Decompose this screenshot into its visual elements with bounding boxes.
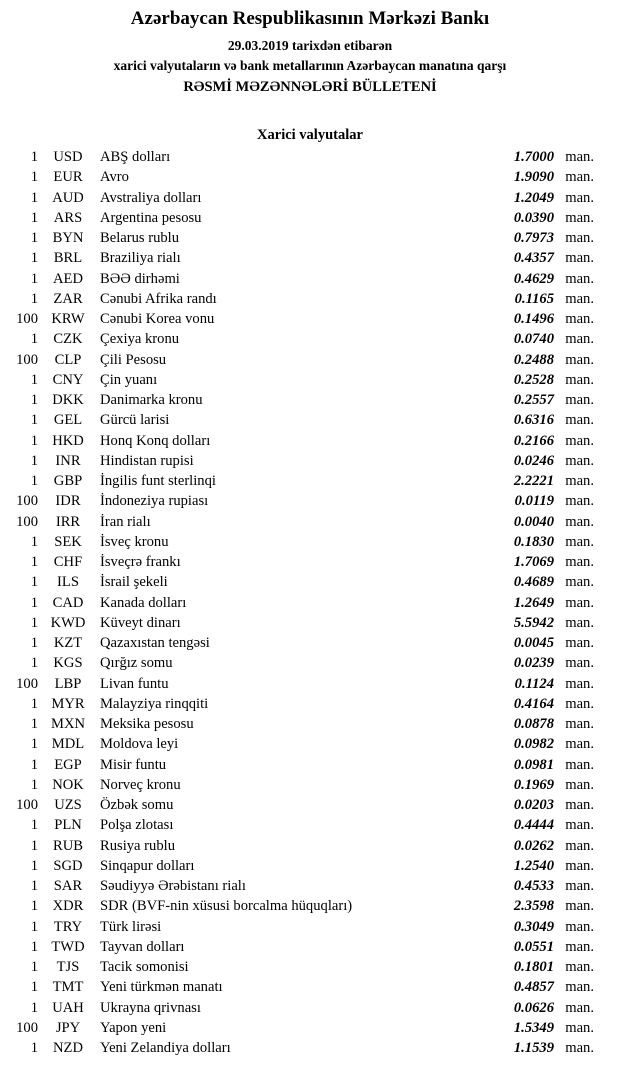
rate-name: Yapon yeni	[100, 1019, 167, 1036]
rate-row	[0, 410, 620, 430]
rate-unit: man.	[565, 857, 594, 874]
rate-unit: man.	[565, 736, 594, 753]
rate-qty: 1	[30, 149, 38, 165]
rate-value: 0.2166	[513, 432, 554, 449]
rate-name: Cənubi Korea vonu	[100, 311, 215, 327]
rate-qty: 1	[30, 473, 38, 489]
rate-unit: man.	[565, 533, 594, 550]
rate-code: EUR	[53, 169, 83, 186]
rate-qty: 1	[30, 412, 38, 429]
rate-qty: 100	[16, 797, 38, 813]
rate-name: Küveyt dinarı	[100, 614, 181, 631]
rate-value: 0.4629	[513, 270, 554, 287]
rate-qty: 1	[30, 837, 38, 854]
rate-value: 0.0740	[513, 331, 554, 348]
rate-qty: 1	[30, 574, 38, 591]
rate-name: Tacik somonisi	[100, 959, 189, 975]
rate-code: KZT	[53, 635, 83, 651]
rate-row	[0, 734, 620, 754]
rate-name: Yeni türkmən manatı	[100, 979, 223, 996]
rate-name: Türk lirəsi	[100, 918, 162, 935]
rate-row	[0, 370, 620, 390]
rate-row	[0, 532, 620, 552]
rate-value: 0.3049	[513, 918, 554, 935]
rate-row	[0, 228, 620, 248]
rate-code: GBP	[53, 473, 83, 489]
rate-name: İsveç kronu	[100, 533, 169, 550]
rate-name: ABŞ dolları	[100, 149, 171, 165]
rate-unit: man.	[565, 635, 594, 651]
rate-unit: man.	[565, 918, 594, 935]
rate-value: 0.1165	[514, 290, 554, 307]
rate-name: Malayziya rinqqiti	[100, 695, 209, 712]
rate-row	[0, 188, 620, 208]
rate-qty: 1	[30, 250, 38, 267]
rate-code: IDR	[55, 493, 81, 510]
rate-qty: 100	[16, 311, 38, 327]
rate-value: 0.1830	[513, 533, 554, 550]
rate-name: Moldova leyi	[100, 736, 179, 753]
rate-code: KRW	[51, 311, 85, 327]
rate-code: GEL	[53, 412, 83, 429]
rate-code: DKK	[52, 392, 84, 408]
rate-row	[0, 876, 620, 896]
rate-name: Yeni Zelandiya dolları	[100, 1040, 231, 1056]
page-title: Azərbaycan Respublikasının Mərkəzi Bankı	[130, 8, 490, 29]
rate-code: KWD	[50, 614, 86, 631]
rate-row	[0, 957, 620, 977]
rate-value: 1.7069	[513, 554, 554, 570]
rate-value: 1.2540	[513, 857, 554, 874]
rate-value: 0.0390	[513, 209, 554, 226]
rate-row	[0, 613, 620, 633]
rate-code: CNY	[52, 371, 84, 388]
rate-code: SEK	[54, 533, 82, 550]
rate-name: Livan funtu	[100, 675, 169, 692]
rate-code: SGD	[53, 857, 83, 874]
rate-name: Çin yuanı	[100, 371, 158, 388]
rate-value: 0.4164	[513, 695, 554, 712]
rate-code: MDL	[51, 736, 85, 753]
rate-unit: man.	[565, 412, 594, 429]
rate-name: Sinqapur dolları	[100, 857, 195, 874]
rate-row	[0, 937, 620, 957]
rate-name: İsveçrə frankı	[100, 554, 181, 570]
rate-value: 0.2528	[513, 371, 554, 388]
rate-unit: man.	[565, 331, 594, 348]
rate-row	[0, 714, 620, 734]
rate-code: HKD	[52, 432, 84, 449]
rate-unit: man.	[565, 1040, 594, 1056]
rate-qty: 100	[16, 351, 38, 368]
rate-name: Avro	[100, 169, 129, 186]
rate-value: 1.7000	[513, 149, 554, 165]
rate-name: Özbək somu	[100, 797, 174, 813]
rate-code: EGP	[54, 756, 82, 773]
rate-name: İngilis funt sterlinqi	[100, 473, 216, 489]
rate-code: KGS	[53, 655, 83, 672]
rate-unit: man.	[565, 959, 594, 975]
rate-row	[0, 431, 620, 451]
rate-code: RUB	[52, 837, 83, 854]
rate-value: 1.2049	[513, 189, 554, 206]
rate-code: ZAR	[53, 290, 83, 307]
rate-qty: 100	[16, 675, 38, 692]
effective-date: 29.03.2019 tarixdən etibarən	[227, 38, 393, 53]
rate-qty: 1	[30, 533, 38, 550]
rate-value: 0.4533	[513, 878, 554, 894]
rate-qty: 100	[16, 1019, 38, 1036]
rate-value: 2.3598	[513, 898, 554, 915]
rate-name: Tayvan dolları	[100, 938, 185, 955]
rate-row	[0, 593, 620, 613]
rate-unit: man.	[565, 452, 594, 469]
rate-code: UZS	[54, 797, 82, 813]
rate-qty: 1	[30, 695, 38, 712]
rate-qty: 1	[30, 736, 38, 753]
rate-qty: 1	[30, 635, 38, 651]
rate-code: TMT	[52, 979, 84, 996]
rate-code: SAR	[53, 878, 83, 894]
rate-row	[0, 167, 620, 187]
rate-value: 0.0203	[513, 797, 554, 813]
rate-qty: 1	[30, 371, 38, 388]
rate-name: SDR (BVF-nin xüsusi borcalma hüquqları)	[100, 898, 353, 915]
rate-unit: man.	[565, 371, 594, 388]
rate-value: 1.5349	[513, 1019, 554, 1036]
rate-qty: 1	[30, 959, 38, 975]
rate-qty: 1	[30, 331, 38, 348]
rate-name: Braziliya rialı	[100, 250, 181, 267]
rate-unit: man.	[565, 513, 594, 530]
rate-value: 0.2488	[513, 351, 554, 368]
rate-row	[0, 896, 620, 916]
rate-value: 0.1124	[514, 675, 554, 692]
rate-unit: man.	[565, 675, 594, 692]
rate-row	[0, 674, 620, 694]
section-title-foreign-currencies: Xarici valyutalar	[257, 127, 363, 143]
rate-code: TWD	[51, 938, 85, 955]
rate-qty: 1	[30, 452, 38, 469]
rate-code: AUD	[52, 189, 84, 206]
rate-name: Rusiya rublu	[100, 837, 175, 854]
rate-unit: man.	[565, 290, 594, 307]
rate-value: 0.0040	[513, 513, 554, 530]
rate-row	[0, 329, 620, 349]
rate-unit: man.	[565, 655, 594, 672]
rate-unit: man.	[565, 979, 594, 996]
rate-qty: 1	[30, 938, 38, 955]
rate-row	[0, 390, 620, 410]
rate-name: Meksika pesosu	[100, 716, 194, 732]
rate-unit: man.	[565, 351, 594, 368]
rate-code: USD	[53, 149, 83, 165]
rate-value: 5.5942	[513, 614, 554, 631]
rate-row	[0, 633, 620, 653]
rate-unit: man.	[565, 594, 594, 611]
rate-unit: man.	[565, 898, 594, 915]
rate-name: Cənubi Afrika randı	[100, 290, 217, 307]
rate-row	[0, 1018, 620, 1038]
rate-unit: man.	[565, 270, 594, 287]
rate-value: 1.2649	[513, 594, 554, 611]
rate-qty: 1	[30, 554, 38, 570]
rate-qty: 1	[30, 169, 38, 186]
rate-row	[0, 815, 620, 835]
rate-code: BRL	[53, 250, 83, 267]
rate-qty: 1	[30, 918, 38, 935]
rate-value: 0.6316	[513, 412, 554, 429]
rate-unit: man.	[565, 817, 594, 834]
rate-code: ARS	[53, 209, 83, 226]
rate-qty: 1	[30, 189, 38, 206]
rate-value: 1.1539	[513, 1040, 554, 1056]
rate-row	[0, 694, 620, 714]
rate-unit: man.	[565, 776, 594, 793]
rate-value: 0.0551	[513, 938, 554, 955]
rate-code: IRR	[55, 513, 81, 530]
rate-name: BƏƏ dirhəmi	[100, 270, 180, 287]
rate-name: Qırğız somu	[100, 655, 173, 672]
rate-qty: 1	[30, 999, 38, 1016]
rate-qty: 1	[30, 432, 38, 449]
rate-qty: 1	[30, 857, 38, 874]
rate-qty: 100	[16, 493, 38, 510]
rate-row	[0, 998, 620, 1018]
rate-row	[0, 856, 620, 876]
rate-name: Ukrayna qrivnası	[100, 999, 201, 1016]
rate-qty: 1	[30, 878, 38, 894]
rate-unit: man.	[565, 149, 594, 165]
rate-unit: man.	[565, 1019, 594, 1036]
rate-unit: man.	[565, 938, 594, 955]
rate-row	[0, 552, 620, 572]
rate-unit: man.	[565, 250, 594, 267]
rate-code: NOK	[52, 776, 84, 793]
rate-row	[0, 836, 620, 856]
rate-name: İsrail şekeli	[100, 574, 168, 591]
rate-name: Gürcü larisi	[100, 412, 170, 429]
rate-name: Çexiya kronu	[100, 331, 180, 348]
rate-value: 0.0045	[513, 635, 554, 651]
rate-row	[0, 269, 620, 289]
rate-unit: man.	[565, 716, 594, 732]
rate-value: 0.1496	[513, 311, 554, 327]
rate-row	[0, 350, 620, 370]
rates-list	[0, 147, 620, 1058]
rate-row	[0, 208, 620, 228]
rate-unit: man.	[565, 473, 594, 489]
rate-code: JPY	[55, 1019, 81, 1036]
rate-qty: 1	[30, 594, 38, 611]
rate-qty: 1	[30, 716, 38, 732]
rate-row	[0, 917, 620, 937]
rate-row	[0, 471, 620, 491]
rate-row	[0, 248, 620, 268]
rate-code: BYN	[52, 230, 84, 246]
rate-qty: 1	[30, 776, 38, 793]
rate-qty: 1	[30, 898, 38, 915]
rate-unit: man.	[565, 574, 594, 591]
rate-row	[0, 289, 620, 309]
rate-name: Çili Pesosu	[100, 351, 167, 368]
rate-value: 0.0119	[514, 493, 554, 510]
rate-row	[0, 491, 620, 511]
rate-row	[0, 775, 620, 795]
rate-name: Hindistan rupisi	[100, 452, 194, 469]
rate-code: AED	[53, 270, 83, 287]
rate-code: LBP	[54, 675, 82, 692]
rate-unit: man.	[565, 554, 594, 570]
rate-value: 0.0981	[513, 756, 554, 773]
rate-row	[0, 977, 620, 997]
rate-code: XDR	[52, 898, 84, 915]
rate-unit: man.	[565, 432, 594, 449]
rate-unit: man.	[565, 169, 594, 186]
rate-qty: 1	[30, 1040, 38, 1056]
rate-row	[0, 512, 620, 532]
rate-unit: man.	[565, 999, 594, 1016]
rate-name: Belarus rublu	[100, 230, 180, 246]
rate-name: İndoneziya rupiası	[100, 493, 209, 510]
rate-unit: man.	[565, 189, 594, 206]
rate-qty: 1	[30, 756, 38, 773]
rate-qty: 1	[30, 655, 38, 672]
rate-qty: 1	[30, 979, 38, 996]
rate-unit: man.	[565, 230, 594, 246]
rate-qty: 1	[30, 392, 38, 408]
rate-qty: 1	[30, 270, 38, 287]
rate-unit: man.	[565, 837, 594, 854]
rate-row	[0, 755, 620, 775]
rate-qty: 1	[30, 614, 38, 631]
rate-name: Honq Konq dolları	[100, 432, 211, 449]
rate-value: 0.1801	[513, 959, 554, 975]
rate-value: 1.9090	[513, 169, 554, 186]
rate-row	[0, 147, 620, 167]
rate-qty: 1	[30, 209, 38, 226]
rate-qty: 100	[16, 513, 38, 530]
rate-code: CHF	[53, 554, 83, 570]
bulletin-subtitle: xarici valyutaların və bank metallarının Azərbaycan manatına qarşı	[113, 58, 507, 73]
rate-unit: man.	[565, 311, 594, 327]
rate-row	[0, 572, 620, 592]
rate-qty: 1	[30, 230, 38, 246]
rate-row	[0, 795, 620, 815]
rate-value: 0.0626	[513, 999, 554, 1016]
rate-code: CLP	[54, 351, 82, 368]
rate-value: 0.4444	[513, 817, 554, 834]
rate-value: 0.0246	[513, 452, 554, 469]
rate-qty: 1	[30, 290, 38, 307]
rate-name: İran rialı	[100, 513, 151, 530]
rate-value: 0.4689	[513, 574, 554, 591]
rate-unit: man.	[565, 756, 594, 773]
rate-row	[0, 451, 620, 471]
rate-unit: man.	[565, 878, 594, 894]
rate-row	[0, 653, 620, 673]
rate-name: Norveç kronu	[100, 776, 181, 793]
rate-code: NZD	[53, 1040, 83, 1056]
rate-code: CAD	[52, 594, 84, 611]
rate-value: 0.0239	[513, 655, 554, 672]
rate-name: Argentina pesosu	[100, 209, 202, 226]
rate-code: UAH	[52, 999, 84, 1016]
rate-code: TRY	[53, 918, 83, 935]
rate-value: 0.0878	[513, 716, 554, 732]
rate-value: 0.0982	[513, 736, 554, 753]
rate-qty: 1	[30, 817, 38, 834]
rate-unit: man.	[565, 493, 594, 510]
rate-code: MYR	[51, 695, 85, 712]
rate-code: TJS	[56, 959, 80, 975]
rate-row	[0, 1038, 620, 1058]
rate-unit: man.	[565, 392, 594, 408]
rate-code: ILS	[57, 574, 79, 591]
rate-value: 0.4857	[513, 979, 554, 996]
rate-code: MXN	[50, 716, 86, 732]
rate-value: 0.2557	[513, 392, 554, 408]
rate-name: Polşa zlotası	[100, 817, 174, 834]
rate-value: 0.1969	[513, 776, 554, 793]
rate-name: Kanada dolları	[100, 594, 187, 611]
bulletin-name: RƏSMİ MƏZƏNNƏLƏRİ BÜLLETENİ	[183, 79, 437, 95]
rate-value: 0.7973	[513, 230, 554, 246]
rate-name: Səudiyyə Ərəbistanı rialı	[100, 878, 246, 894]
rate-name: Avstraliya dolları	[100, 189, 202, 206]
rate-name: Qazaxıstan tengəsi	[100, 635, 210, 651]
rate-code: INR	[55, 452, 81, 469]
bulletin-header	[0, 0, 620, 98]
rate-name: Danimarka kronu	[100, 392, 203, 408]
rate-unit: man.	[565, 209, 594, 226]
rate-row	[0, 309, 620, 329]
rate-unit: man.	[565, 614, 594, 631]
rate-value: 0.0262	[513, 837, 554, 854]
rate-value: 0.4357	[513, 250, 554, 267]
rate-value: 2.2221	[513, 473, 554, 489]
rate-name: Misir funtu	[100, 756, 167, 773]
rate-unit: man.	[565, 797, 594, 813]
rate-code: CZK	[53, 331, 83, 348]
rate-unit: man.	[565, 695, 594, 712]
rate-code: PLN	[54, 817, 82, 834]
